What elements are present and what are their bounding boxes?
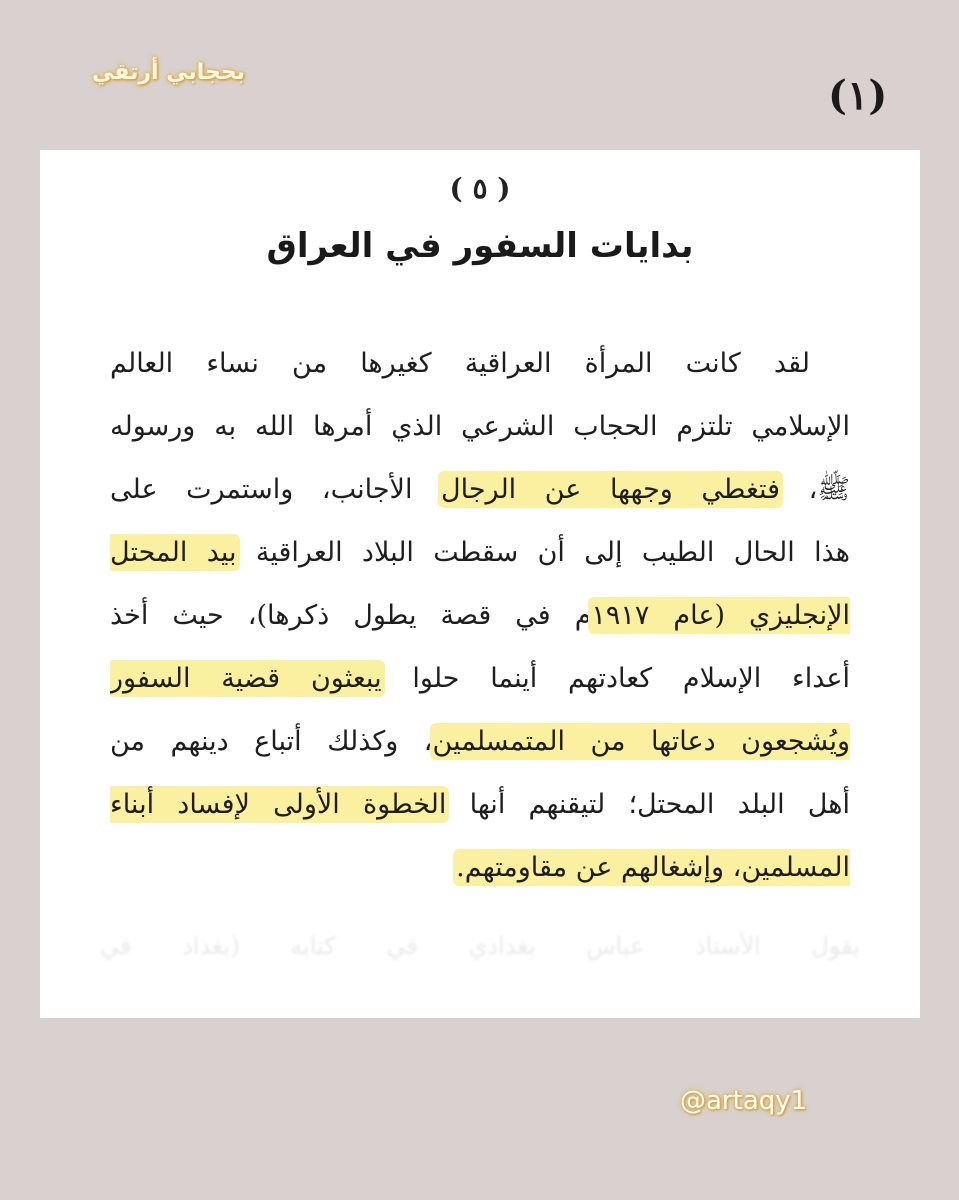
faded-next-line: يقول الأستاذ عباس بغدادي في كتابه (بغداد في xyxy=(100,932,860,960)
text-line xyxy=(110,584,850,647)
body-text xyxy=(110,332,850,899)
highlighted-phrase: الخطوة الأولى لإفساد أبناء xyxy=(110,789,447,820)
text-line xyxy=(110,773,850,836)
text-segment: الأجانب، واستمرت على xyxy=(110,474,442,505)
highlighted-phrase: يبعثون قضية السفور xyxy=(110,663,382,694)
text-line xyxy=(110,647,850,710)
page-number: (١) xyxy=(828,72,888,119)
text-segment: ، وكذلك أتباع دينهم من xyxy=(110,726,433,757)
text-line xyxy=(110,395,850,458)
text-segment: الإسلامي تلتزم الحجاب الشرعي الذي أمرها الله به ورسوله xyxy=(110,411,850,442)
highlighted-phrase: فتغطي وجهها عن الرجال xyxy=(441,474,781,505)
chapter-number: ( ٥ ) xyxy=(449,172,511,205)
instagram-handle: @artaqy1 xyxy=(680,1086,808,1116)
text-segment: م في قصة يطول ذكرها)، حيث أخذ xyxy=(110,600,592,631)
text-line xyxy=(110,332,850,395)
text-line xyxy=(110,458,850,521)
brand-watermark: بحجابي أرتقي xyxy=(92,60,245,85)
text-segment: هذا الحال الطيب إلى أن سقطت البلاد العراقية xyxy=(236,537,850,568)
text-segment: لقد كانت المرأة العراقية كغيرها من نساء العالم xyxy=(110,348,810,379)
text-line xyxy=(110,836,850,899)
highlighted-phrase: المسلمين، وإشغالهم عن مقاومتهم. xyxy=(456,852,850,883)
text-line xyxy=(110,710,850,773)
text-line xyxy=(110,521,850,584)
chapter-title: بدايات السفور في العراق xyxy=(266,226,694,266)
highlighted-phrase: ويُشجعون دعاتها من المتمسلمين xyxy=(432,726,850,757)
text-segment: أهل البلد المحتل؛ لتيقنهم أنها xyxy=(446,789,850,820)
highlighted-phrase: بيد المحتل xyxy=(110,537,237,568)
book-page xyxy=(40,150,920,1018)
text-segment: ﷺ، xyxy=(780,474,850,505)
highlighted-phrase: الإنجليزي (عام ١٩١٧ xyxy=(591,600,850,631)
text-segment: أعداء الإسلام كعادتهم أينما حلوا xyxy=(381,663,850,694)
